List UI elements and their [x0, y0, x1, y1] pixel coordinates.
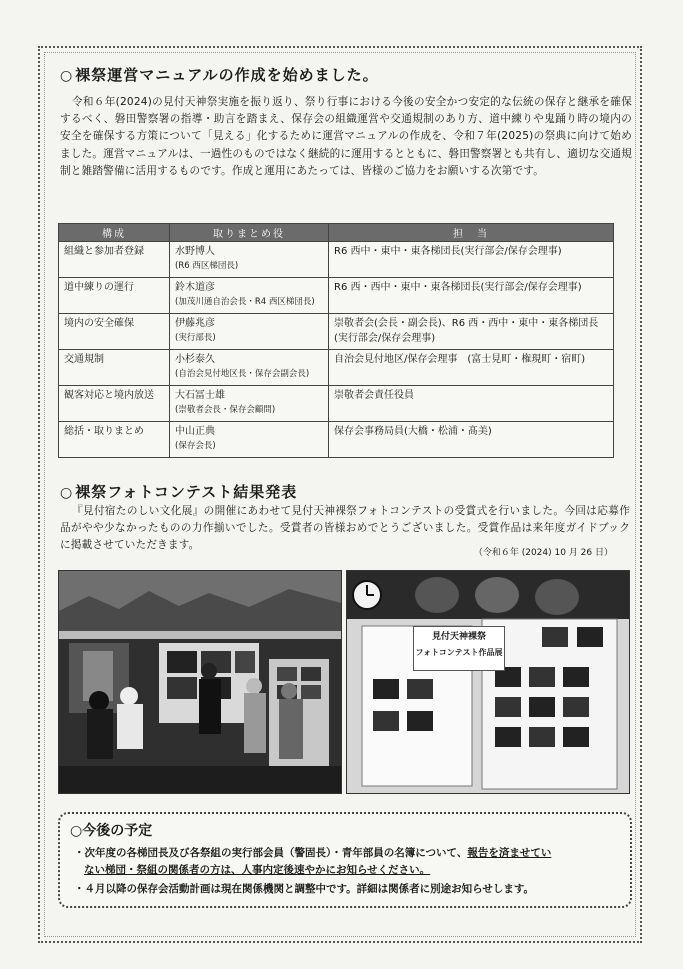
cell-lead	[170, 422, 329, 458]
cell-staff: R6 西中・東中・東各梯団長(実行部会/保存会理事)	[329, 242, 614, 278]
ceremony-scene-illustration	[59, 571, 341, 793]
table-row	[59, 386, 614, 422]
schedule-heading	[70, 820, 152, 840]
cell-lead	[170, 278, 329, 314]
table-header-lead: 取りまとめ役	[170, 224, 329, 242]
schedule-item1-text: ・次年度の各梯団長及び各祭組の実行部会員（警固長）・青年部員の名簿について、	[74, 847, 468, 859]
exhibit-scene-illustration	[347, 571, 629, 793]
lead-note: (実行部長)	[175, 333, 216, 343]
schedule-box	[58, 812, 632, 908]
cell-staff: 崇敬者会(会長・副会長)、R6 西・西中・東中・東各梯団長(実行部会/保存会理事)	[329, 314, 614, 350]
award-date: （令和６年 (2024) 10 月 26 日）	[473, 548, 613, 558]
cell-lead	[170, 314, 329, 350]
lead-note: (加茂川通自治会長・R4 西区梯団長)	[175, 297, 315, 307]
table-header-row	[59, 224, 614, 242]
circle-mark-icon: ○	[60, 485, 74, 501]
lead-note: (保存会長)	[175, 441, 216, 451]
table-header-role: 構成	[59, 224, 170, 242]
lead-note: (崇敬者会長・保存会顧問)	[175, 405, 276, 415]
lead-note: (自治会見付地区長・保存会副会長)	[175, 369, 310, 379]
cell-staff: 崇敬者会責任役員	[329, 386, 614, 422]
lead-name: 小杉泰久	[175, 354, 215, 365]
lead-name: 鈴木道彦	[175, 282, 215, 293]
schedule-item1-continued: ない梯団・祭組の関係者の方は、人事内定後速やかにお知らせください。	[84, 864, 431, 876]
circle-mark-icon: ○	[70, 823, 83, 839]
section2-heading	[60, 481, 297, 502]
cell-role: 総括・取りまとめ	[59, 422, 170, 458]
schedule-item1-emphasis: 報告を済ませてい	[467, 847, 552, 859]
cell-lead	[170, 242, 329, 278]
exhibit-poster	[413, 626, 505, 671]
cell-role: 交通規制	[59, 350, 170, 386]
schedule-title: 今後の予定	[82, 823, 153, 839]
cell-role: 境内の安全確保	[59, 314, 170, 350]
section1-title: 裸祭運営マニュアルの作成を始めました。	[75, 66, 379, 84]
section2-body: 『見付宿たのしい文化展』の開催にあわせて見付天神裸祭フォトコンテストの受賞式を行いました。今回は応募作品がやや少なかったものの力作揃いでした。受賞者の皆様おめでとうございました。受賞作品は来年度ガイドブックに掲載させていただきます。	[60, 505, 630, 552]
section1-body: 令和６年(2024)の見付天神祭実施を振り返り、祭り行事における今後の安全かつ安定的な伝統の保存と継承を確保するべく、磐田警察署の指導・助言を踏まえ、保存会の組織運営や交通規制のあり方、道中練りや鬼踊り時の境内の安全を確保する方策について「見える」化するために運営マニュアルの作成を、令和７年(2025)の祭典に向けて始めました。運営マニュアルは、一過性のものではなく継続的に運用するとともに、磐田警察署とも共有し、適切な交通規制と雑踏警備に活用するものです。作成と運用にあたっては、皆様のご協力をお願いする次第です。	[60, 96, 632, 177]
cell-staff: R6 西・西中・東中・東各梯団長(実行部会/保存会理事)	[329, 278, 614, 314]
cell-staff: 保存会事務局員(大橋・松浦・髙美)	[329, 422, 614, 458]
table-row	[59, 242, 614, 278]
cell-staff: 自治会見付地区/保存会理事 (富士見町・権現町・宿町)	[329, 350, 614, 386]
circle-mark-icon: ○	[60, 68, 74, 84]
table-row	[59, 422, 614, 458]
schedule-item-plan: ・４月以降の保存会活動計画は現在関係機関と調整中です。詳細は関係者に別途お知らせします。	[74, 883, 535, 895]
table-header-staff: 担 当	[329, 224, 614, 242]
lead-note: (R6 西区梯団長)	[175, 261, 239, 271]
section2-title: 裸祭フォトコンテスト結果発表	[75, 483, 298, 501]
table-row	[59, 350, 614, 386]
award-ceremony-photo	[58, 570, 342, 794]
cell-role: 観客対応と境内放送	[59, 386, 170, 422]
photo-exhibit-photo	[346, 570, 630, 794]
section1-heading	[60, 64, 379, 85]
cell-role: 道中練りの運行	[59, 278, 170, 314]
table-row	[59, 278, 614, 314]
manual-roles-table	[58, 223, 614, 458]
lead-name: 水野博人	[175, 246, 215, 257]
cell-role: 組織と参加者登録	[59, 242, 170, 278]
schedule-item-roster	[74, 845, 622, 879]
table-row	[59, 314, 614, 350]
lead-name: 中山正典	[175, 426, 215, 437]
cell-lead	[170, 350, 329, 386]
lead-name: 伊藤兆彦	[175, 318, 215, 329]
cell-lead	[170, 386, 329, 422]
exhibit-poster-line2: フォトコンテスト作品展	[415, 648, 503, 657]
lead-name: 大石冨士雄	[175, 390, 225, 401]
exhibit-poster-line1: 見付天神裸祭	[431, 632, 486, 642]
